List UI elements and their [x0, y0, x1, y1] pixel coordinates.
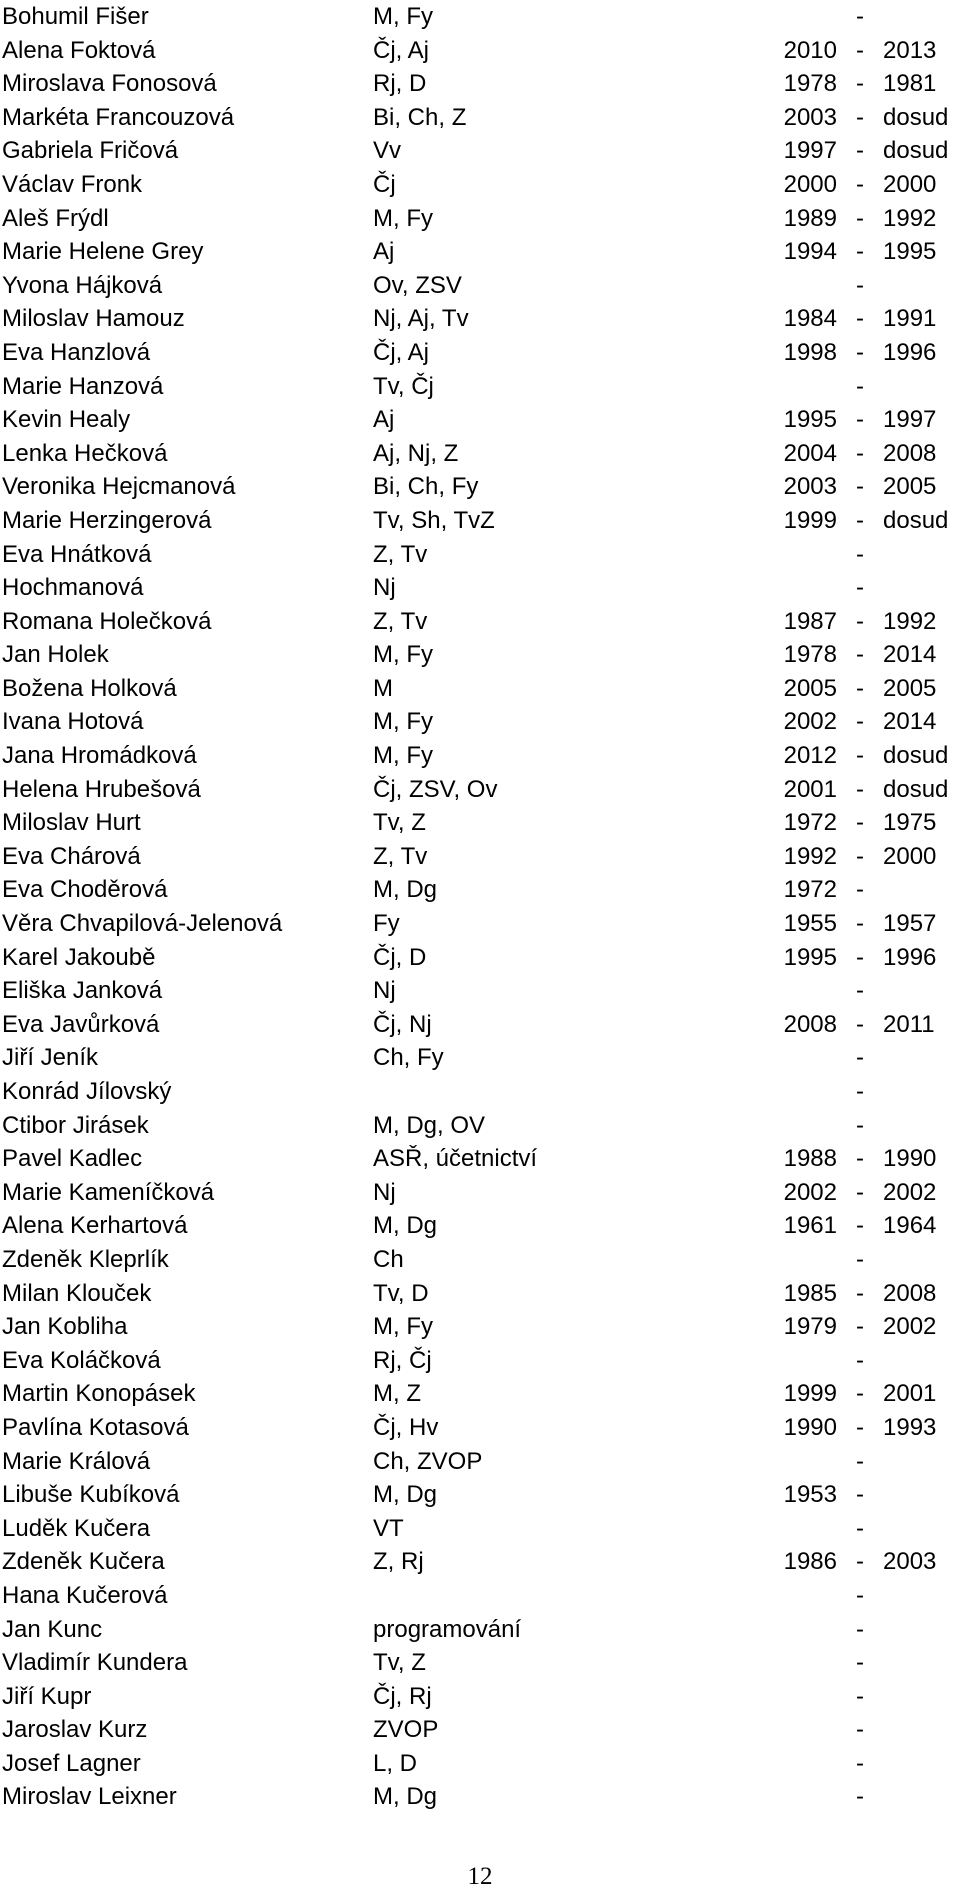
subjects-cell: M, Z [373, 1380, 421, 1408]
start-year: 1998 [783, 338, 837, 366]
subjects-cell: VT [373, 1514, 404, 1542]
table-row [0, 1579, 960, 1613]
table-row [0, 773, 960, 807]
table-row [0, 974, 960, 1008]
table-row [0, 1780, 960, 1814]
teacher-name: Eva Chárová [2, 842, 141, 870]
table-row [0, 134, 960, 168]
teacher-name: Ivana Hotová [2, 708, 144, 736]
start-year: 1972 [783, 876, 837, 904]
start-year: 1995 [783, 406, 837, 434]
table-row [0, 1512, 960, 1546]
teacher-name: Hochmanová [2, 574, 144, 602]
year-dash: - [856, 977, 864, 1005]
table-row [0, 235, 960, 269]
subjects-cell: Ch [373, 1245, 404, 1273]
table-row [0, 1310, 960, 1344]
table-row [0, 269, 960, 303]
end-year: dosud [883, 137, 949, 165]
teacher-name: Eva Choděrová [2, 876, 168, 904]
subjects-cell: Bi, Ch, Z [373, 103, 467, 131]
table-row [0, 1277, 960, 1311]
table-row [0, 1713, 960, 1747]
start-year: 2001 [783, 775, 837, 803]
subjects-cell: Čj, ZSV, Ov [373, 775, 498, 803]
subjects-cell: Ch, ZVOP [373, 1447, 483, 1475]
table-row [0, 1377, 960, 1411]
year-dash: - [856, 1178, 864, 1206]
teacher-name: Lenka Hečková [2, 439, 168, 467]
start-year: 2012 [783, 742, 837, 770]
year-dash: - [856, 271, 864, 299]
year-dash: - [856, 1346, 864, 1374]
year-dash: - [856, 1413, 864, 1441]
table-row [0, 0, 960, 34]
teacher-name: Bohumil Fišer [2, 3, 149, 30]
teacher-name: Miloslav Hamouz [2, 305, 185, 333]
year-dash: - [856, 3, 864, 30]
subjects-cell: Ov, ZSV [373, 271, 462, 299]
teacher-name: Marie Králová [2, 1447, 151, 1475]
start-year: 2008 [783, 1010, 837, 1038]
table-row [0, 504, 960, 538]
teacher-name: Kevin Healy [2, 406, 131, 434]
subjects-cell: Čj, Aj [373, 36, 430, 64]
subjects-cell: Z, Tv [373, 607, 428, 635]
teacher-name: Hana Kučerová [2, 1581, 168, 1609]
year-dash: - [856, 170, 864, 198]
year-dash: - [856, 1447, 864, 1475]
subjects-cell: Tv, Z [373, 809, 426, 837]
subjects-cell: M, Dg [373, 876, 438, 904]
year-dash: - [856, 540, 864, 568]
end-year: 2000 [883, 842, 937, 870]
year-dash: - [856, 1783, 864, 1811]
year-dash: - [856, 406, 864, 434]
start-year: 1999 [783, 1380, 837, 1408]
start-year: 1990 [783, 1413, 837, 1441]
table-row [0, 302, 960, 336]
start-year: 2000 [783, 170, 837, 198]
year-dash: - [856, 439, 864, 467]
table-row [0, 370, 960, 404]
teacher-name: Zdeněk Kleprlík [2, 1245, 169, 1273]
end-year: 1996 [883, 338, 937, 366]
start-year: 1994 [783, 238, 837, 266]
end-year: 1992 [883, 204, 937, 232]
start-year: 1999 [783, 506, 837, 534]
teacher-name: Alena Foktová [2, 36, 156, 64]
subjects-cell: M, Fy [373, 3, 433, 30]
table-row [0, 739, 960, 773]
teacher-name: Jaroslav Kurz [2, 1716, 148, 1744]
year-dash: - [856, 1313, 864, 1341]
subjects-cell: Aj [373, 406, 395, 434]
year-dash: - [856, 506, 864, 534]
teacher-name: Miloslav Hurt [2, 809, 141, 837]
year-dash: - [856, 338, 864, 366]
subjects-cell: Čj, D [373, 943, 427, 971]
page-number: 12 [467, 1863, 493, 1890]
end-year: 2002 [883, 1313, 937, 1341]
table-row [0, 1545, 960, 1579]
year-dash: - [856, 1111, 864, 1139]
subjects-cell: Aj [373, 238, 395, 266]
teacher-name: Milan Klouček [2, 1279, 152, 1307]
end-year: 1981 [883, 70, 937, 98]
year-dash: - [856, 1044, 864, 1072]
table-row [0, 1646, 960, 1680]
table-row [0, 1209, 960, 1243]
table-row [0, 907, 960, 941]
teacher-name: Marie Kameníčková [2, 1178, 215, 1206]
subjects-cell: Čj, Hv [373, 1413, 439, 1441]
teacher-name: Miroslava Fonosová [2, 70, 217, 98]
end-year: 1990 [883, 1145, 937, 1173]
subjects-cell: ASŘ, účetnictví [373, 1145, 538, 1173]
end-year: 2008 [883, 439, 937, 467]
table-row [0, 1041, 960, 1075]
end-year: 1997 [883, 406, 937, 434]
end-year: 2000 [883, 170, 937, 198]
year-dash: - [856, 1078, 864, 1105]
table-row [0, 571, 960, 605]
start-year: 1995 [783, 943, 837, 971]
teacher-name: Eliška Janková [2, 977, 163, 1005]
teacher-name: Eva Javůrková [2, 1010, 160, 1038]
teacher-name: Veronika Hejcmanová [2, 473, 236, 501]
end-year: 2014 [883, 641, 937, 669]
year-dash: - [856, 1615, 864, 1643]
subjects-cell: Z, Tv [373, 842, 428, 870]
year-dash: - [856, 372, 864, 400]
start-year: 2010 [783, 36, 837, 64]
year-dash: - [856, 103, 864, 131]
end-year: 2011 [883, 1010, 935, 1038]
end-year: 1993 [883, 1413, 937, 1441]
year-dash: - [856, 674, 864, 702]
table-row [0, 1613, 960, 1647]
subjects-cell: M, Fy [373, 204, 433, 232]
table-row [0, 1176, 960, 1210]
year-dash: - [856, 305, 864, 333]
start-year: 1989 [783, 204, 837, 232]
start-year: 1984 [783, 305, 837, 333]
teacher-name: Pavel Kadlec [2, 1145, 143, 1173]
table-row [0, 101, 960, 135]
table-row [0, 1008, 960, 1042]
end-year: 1996 [883, 943, 937, 971]
teacher-name: Jiří Kupr [2, 1682, 92, 1710]
teacher-name: Romana Holečková [2, 607, 212, 635]
start-year: 1987 [783, 607, 837, 635]
start-year: 1988 [783, 1145, 837, 1173]
teacher-name: Alena Kerhartová [2, 1212, 188, 1240]
table-row [0, 840, 960, 874]
teacher-name: Jan Kobliha [2, 1313, 128, 1341]
teacher-name: Yvona Hájková [2, 271, 163, 299]
subjects-cell: M, Fy [373, 1313, 433, 1341]
subjects-cell: Nj [373, 574, 396, 602]
teacher-name: Helena Hrubešová [2, 775, 201, 803]
teacher-name: Jiří Jeník [2, 1044, 99, 1072]
year-dash: - [856, 1749, 864, 1777]
subjects-cell: Čj [373, 170, 396, 198]
end-year: dosud [883, 775, 949, 803]
subjects-cell: M, Dg [373, 1783, 438, 1811]
end-year: 1957 [883, 910, 937, 938]
subjects-cell: M, Fy [373, 742, 433, 770]
subjects-cell: Fy [373, 910, 400, 938]
year-dash: - [856, 1682, 864, 1710]
start-year: 1978 [783, 70, 837, 98]
end-year: dosud [883, 742, 949, 770]
subjects-cell: L, D [373, 1749, 418, 1777]
subjects-cell: M, Dg [373, 1212, 438, 1240]
table-row [0, 672, 960, 706]
subjects-cell: Vv [373, 137, 402, 165]
teacher-name: Jana Hromádková [2, 742, 197, 770]
end-year: 1991 [883, 305, 937, 333]
teacher-name: Vladimír Kundera [2, 1649, 188, 1677]
subjects-cell: M [373, 674, 393, 702]
year-dash: - [856, 1145, 864, 1173]
table-row [0, 806, 960, 840]
start-year: 2005 [783, 674, 837, 702]
start-year: 2002 [783, 1178, 837, 1206]
subjects-cell: Nj, Aj, Tv [373, 305, 469, 333]
table-row [0, 437, 960, 471]
table-row [0, 638, 960, 672]
teacher-name: Karel Jakoubě [2, 943, 156, 971]
year-dash: - [856, 742, 864, 770]
subjects-cell: Tv, Čj [373, 372, 434, 400]
year-dash: - [856, 36, 864, 64]
subjects-cell: Z, Tv [373, 540, 428, 568]
subjects-cell: programování [373, 1615, 522, 1643]
end-year: 1992 [883, 607, 937, 635]
start-year: 1985 [783, 1279, 837, 1307]
start-year: 1955 [783, 910, 837, 938]
year-dash: - [856, 1010, 864, 1038]
table-row [0, 1747, 960, 1781]
table-row [0, 1243, 960, 1277]
table-row [0, 1445, 960, 1479]
teacher-name: Jan Holek [2, 641, 109, 669]
year-dash: - [856, 641, 864, 669]
subjects-cell: M, Fy [373, 641, 433, 669]
end-year: 2014 [883, 708, 937, 736]
teacher-name: Marie Hanzová [2, 372, 164, 400]
year-dash: - [856, 574, 864, 602]
year-dash: - [856, 473, 864, 501]
teacher-name: Jan Kunc [2, 1615, 103, 1643]
subjects-cell: Ch, Fy [373, 1044, 444, 1072]
subjects-cell: Čj, Aj [373, 338, 430, 366]
subjects-cell: M, Fy [373, 708, 433, 736]
teacher-name: Zdeněk Kučera [2, 1548, 165, 1576]
start-year: 1986 [783, 1548, 837, 1576]
end-year: 2005 [883, 473, 937, 501]
year-dash: - [856, 1245, 864, 1273]
subjects-cell: Čj, Nj [373, 1010, 432, 1038]
year-dash: - [856, 1649, 864, 1677]
teacher-name: Aleš Frýdl [2, 204, 109, 232]
subjects-cell: Čj, Rj [373, 1682, 432, 1710]
table-row [0, 336, 960, 370]
end-year: 1995 [883, 238, 937, 266]
table-row [0, 1142, 960, 1176]
teacher-name: Eva Koláčková [2, 1346, 161, 1374]
end-year: 2003 [883, 1548, 937, 1576]
teacher-name: Eva Hanzlová [2, 338, 151, 366]
year-dash: - [856, 809, 864, 837]
subjects-cell: Bi, Ch, Fy [373, 473, 479, 501]
end-year: 1975 [883, 809, 937, 837]
table-row [0, 470, 960, 504]
table-row [0, 873, 960, 907]
year-dash: - [856, 1581, 864, 1609]
teacher-name: Ctibor Jirásek [2, 1111, 149, 1139]
year-dash: - [856, 1716, 864, 1744]
end-year: dosud [883, 506, 949, 534]
table-row [0, 705, 960, 739]
year-dash: - [856, 1481, 864, 1509]
start-year: 1997 [783, 137, 837, 165]
teacher-name: Miroslav Leixner [2, 1783, 177, 1811]
year-dash: - [856, 204, 864, 232]
table-row [0, 1344, 960, 1378]
teacher-name: Konrád Jílovský [2, 1078, 172, 1105]
start-year: 2004 [783, 439, 837, 467]
teacher-name: Věra Chvapilová-Jelenová [2, 910, 283, 938]
table-row [0, 403, 960, 437]
teacher-name: Václav Fronk [2, 170, 143, 198]
table-row [0, 168, 960, 202]
year-dash: - [856, 238, 864, 266]
year-dash: - [856, 1548, 864, 1576]
teacher-name: Josef Lagner [2, 1749, 141, 1777]
teacher-name: Markéta Francouzová [2, 103, 235, 131]
table-row [0, 1109, 960, 1143]
year-dash: - [856, 70, 864, 98]
subjects-cell: Tv, Sh, TvZ [373, 506, 495, 534]
teacher-name: Božena Holková [2, 674, 177, 702]
subjects-cell: Tv, D [373, 1279, 429, 1307]
year-dash: - [856, 1380, 864, 1408]
start-year: 2002 [783, 708, 837, 736]
teacher-name: Luděk Kučera [2, 1514, 151, 1542]
year-dash: - [856, 842, 864, 870]
start-year: 1992 [783, 842, 837, 870]
subjects-cell: Rj, Čj [373, 1346, 432, 1374]
subjects-cell: Tv, Z [373, 1649, 426, 1677]
end-year: 1964 [883, 1212, 937, 1240]
table-row [0, 34, 960, 68]
subjects-cell: ZVOP [373, 1716, 439, 1744]
year-dash: - [856, 607, 864, 635]
end-year: 2005 [883, 674, 937, 702]
year-dash: - [856, 876, 864, 904]
table-row [0, 1411, 960, 1445]
start-year: 1972 [783, 809, 837, 837]
table-row [0, 538, 960, 572]
start-year: 1961 [783, 1212, 837, 1240]
table-row [0, 202, 960, 236]
year-dash: - [856, 1514, 864, 1542]
end-year: 2008 [883, 1279, 937, 1307]
teacher-name: Martin Konopásek [2, 1380, 196, 1408]
end-year: dosud [883, 103, 949, 131]
end-year: 2002 [883, 1178, 937, 1206]
subjects-cell: Z, Rj [373, 1548, 424, 1576]
year-dash: - [856, 137, 864, 165]
start-year: 1978 [783, 641, 837, 669]
year-dash: - [856, 708, 864, 736]
subjects-cell: Nj [373, 1178, 396, 1206]
subjects-cell: Nj [373, 977, 396, 1005]
teacher-name: Pavlína Kotasová [2, 1413, 189, 1441]
year-dash: - [856, 1212, 864, 1240]
table-row [0, 605, 960, 639]
teacher-name: Marie Helene Grey [2, 238, 204, 266]
start-year: 1979 [783, 1313, 837, 1341]
table-row [0, 67, 960, 101]
table-row [0, 1680, 960, 1714]
subjects-cell: M, Dg [373, 1481, 438, 1509]
start-year: 1953 [783, 1481, 837, 1509]
table-row [0, 1075, 960, 1109]
year-dash: - [856, 910, 864, 938]
table-row [0, 941, 960, 975]
start-year: 2003 [783, 103, 837, 131]
table-row [0, 1478, 960, 1512]
subjects-cell: Aj, Nj, Z [373, 439, 459, 467]
start-year: 2003 [783, 473, 837, 501]
teacher-name: Marie Herzingerová [2, 506, 212, 534]
end-year: 2013 [883, 36, 937, 64]
year-dash: - [856, 1279, 864, 1307]
year-dash: - [856, 943, 864, 971]
year-dash: - [856, 775, 864, 803]
subjects-cell: M, Dg, OV [373, 1111, 486, 1139]
teacher-name: Eva Hnátková [2, 540, 152, 568]
subjects-cell: Rj, D [373, 70, 427, 98]
teacher-name: Gabriela Fričová [2, 137, 179, 165]
end-year: 2001 [883, 1380, 937, 1408]
teacher-name: Libuše Kubíková [2, 1481, 180, 1509]
